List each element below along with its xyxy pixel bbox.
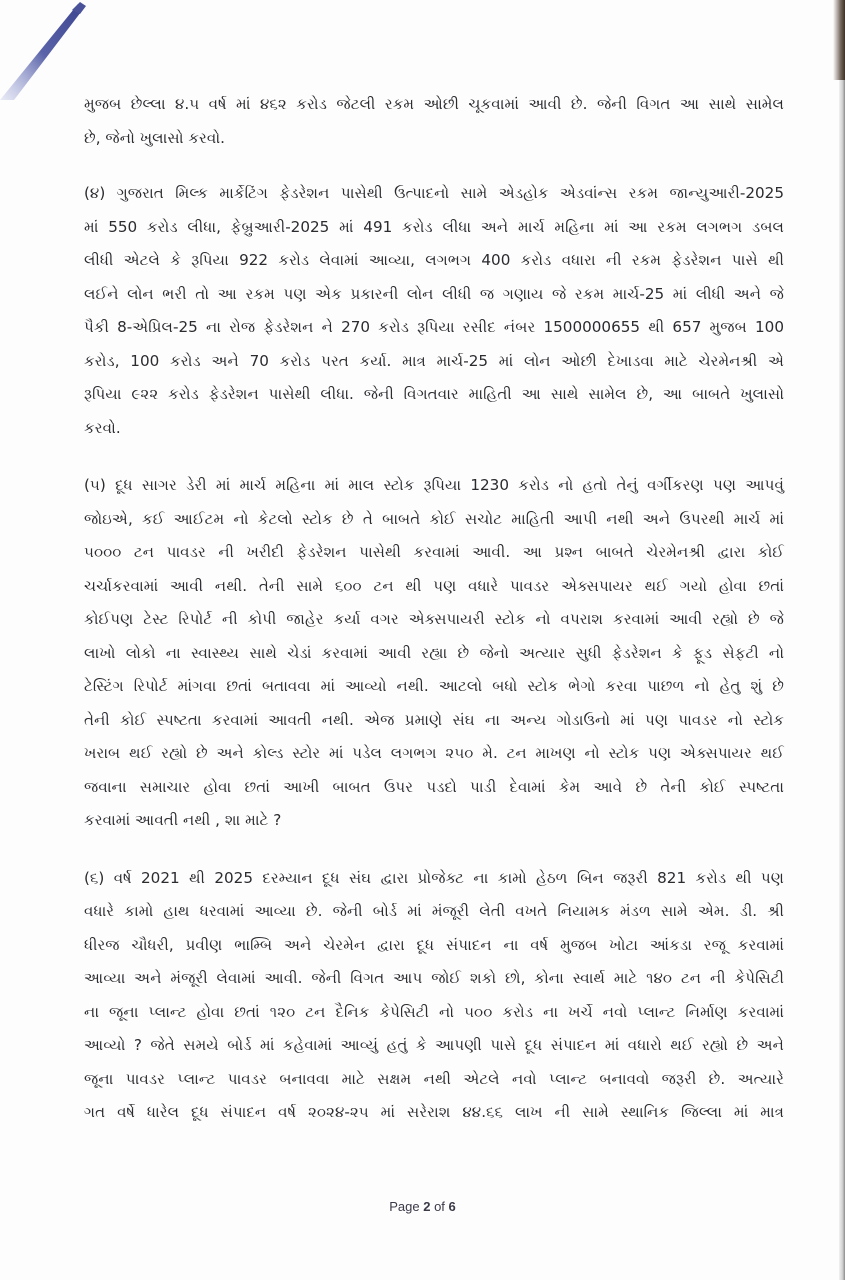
text-line: ના જૂના પ્લાન્ટ હોવા છતાં ૧૨૦ ટન દૈનિક કેપેસિટી નો ૫૦૦ કરોડ ના ખર્ચે નવો પ્લાન્ટ નિર્માણ કરવામાં <box>84 1002 784 1021</box>
page-number: 2 <box>423 1199 431 1214</box>
text-line: કરવામાં આવતી નથી , શા માટે ? <box>84 811 282 829</box>
text-line: જૂના પાવડર પ્લાન્ટ પાવડર બનાવવા માટે સક્ષમ નથી એટલે નવો પ્લાન્ટ બનાવવો જરૂરી છે. અત્યારે <box>84 1069 784 1088</box>
text-line: કરોડ, 100 કરોડ અને 70 કરોડ પરત કર્યા. માત્ર માર્ચ-25 માં લોન ઓછી દેખાડવા માટે ચેરમેનશ્રી એ <box>84 351 784 370</box>
text-line: આવ્યા અને મંજૂરી લેવામાં આવી. જેની વિગત આપ જોઈ શકો છો, કોના સ્વાર્થ માટે ૧૪૦ ટન ની કેપેસિટી <box>84 969 784 987</box>
text-line: જવાના સમાચાર હોવા છતાં આખી બાબત ઉપર પડદો પાડી દેવામાં કેમ આવે છે તેની કોઈ સ્પષ્ટતા <box>84 777 784 796</box>
text-line: (૫) દૂધ સાગર ડેરી માં માર્ચ મહિના માં માલ સ્ટોક રૂપિયા 1230 કરોડ નો હતો તેનું વર્ગીકરણ પણ આપવું <box>84 476 784 494</box>
text-line: મુજબ છેલ્લા ૪.૫ વર્ષ માં ૪૬૨ કરોડ જેટલી રકમ ઓછી ચૂકવામાં આવી છે. જેની વિગત આ સાથે સામેલ <box>84 95 784 113</box>
text-line: ટેસ્ટિંગ રિપોર્ટ માંગવા છતાં બતાવવા માં આવ્યો નથી. આટલો બધો સ્ટોક ભેગો કરવા પાછળ નો હેતુ શું છે <box>84 677 784 695</box>
text-line: ગત વર્ષે ધારેલ દૂધ સંપાદન વર્ષ ૨૦૨૪-૨૫ માં સરેરાશ ૪૪.૬૬ લાખ ની સામે સ્થાનિક જિલ્લા માં માત્ર <box>84 1103 784 1121</box>
text-line: માં 550 કરોડ લીધા, ફેબ્રુઆરી-2025 માં 491 કરોડ લીધા અને માર્ચ મહિના માં આ રકમ લગભગ ડબલ <box>84 217 784 236</box>
text-line: જોઇએ, કઈ આઈટમ નો કેટલો સ્ટોક છે તે બાબતે કોઈ સચોટ માહિતી આપી નથી અને ઉપરથી માર્ચ માં <box>84 509 784 528</box>
paragraph-point-6 <box>84 862 784 1130</box>
document-body <box>84 88 784 1158</box>
page-edge-shadow <box>839 0 845 1280</box>
text-line: કોઈપણ ટેસ્ટ રિપોર્ટ ની કોપી જાહેર કર્યા વગર એક્સપાયરી સ્ટોક નો વપરાશ કરવામાં આવી રહ્યો છે જે <box>84 610 784 628</box>
page-label: Page <box>389 1199 420 1214</box>
text-line: લાખો લોકો ના સ્વાસ્થ્ય સાથે ચેડાં કરવામાં આવી રહ્યા છે જેનો અત્યાર સુધી ફેડરેશન કે ફૂડ સેફટી નો <box>84 643 784 662</box>
text-line: ધીરજ ચૌધરી, પ્રવીણ ભામ્બિ અને ચેરમેન દ્વારા દૂધ સંપાદન ના વર્ષ મુજબ ખોટા આંકડા રજૂ કરવામાં <box>84 935 784 954</box>
text-line: પૈકી 8-એપ્રિલ-25 ના રોજ ફેડરેશન ને 270 કરોડ રૂપિયા રસીદ નંબર 1500000655 થી 657 મુજબ 100 <box>84 318 784 336</box>
paragraph-continuation <box>84 88 784 155</box>
text-line: ૫૦૦૦ ટન પાવડર ની ખરીદી ફેડરેશન પાસેથી કરવામાં આવી. આ પ્રશ્ન બાબતે ચેરમેનશ્રી દ્વારા કોઈ <box>84 543 784 561</box>
page-corner-shadow <box>833 0 845 80</box>
page-total: 6 <box>448 1199 456 1214</box>
text-line: છે, જેનો ખુલાસો કરવો. <box>84 128 225 147</box>
text-line: (૪) ગુજરાત મિલ્ક માર્કેટિંગ ફેડરેશન પાસેથી ઉત્પાદનો સામે એડહોક એડવાંન્સ રકમ જાન્યુઆરી-2025 <box>84 184 784 202</box>
text-line: (૬) વર્ષ 2021 થી 2025 દરમ્યાન દૂધ સંઘ દ્વારા પ્રોજેક્ટ ના કામો હેઠળ બિન જરૂરી 821 કરોડ થી પણ <box>84 868 784 887</box>
pen-icon <box>0 0 100 100</box>
text-line: વધારે કામો હાથ ધરવામાં આવ્યા છે. જેની બોર્ડ માં મંજૂરી લેતી વખતે નિયામક મંડળ સામે એમ. ડી. શ્રી <box>84 902 784 920</box>
text-line: ખરાબ થઈ રહ્યો છે અને કોલ્ડ સ્ટોર માં પડેલ લગભગ ૨૫૦ મે. ટન માખણ નો સ્ટોક પણ એક્સપાયર થઈ <box>84 744 784 762</box>
text-line: લઈને લોન ભરી તો આ રકમ પણ એક પ્રકારની લોન લીધી જ ગણાય જે રકમ માર્ચ-25 માં લીધી અને જે <box>84 284 784 303</box>
page-footer <box>0 1199 845 1214</box>
text-line: લીધી એટલે કે રૂપિયા 922 કરોડ લેવામાં આવ્યા, લગભગ 400 કરોડ વધારા ની રકમ ફેડરેશન પાસે થી <box>84 251 784 269</box>
text-line: આવ્યો ? જેતે સમયે બોર્ડ માં કહેવામાં આવ્યું હતું કે આપણી પાસે દૂધ સંપાદન માં વધારો થઈ રહ્યો છે અને <box>84 1036 784 1054</box>
paragraph-point-5 <box>84 469 784 838</box>
of-label: of <box>434 1199 445 1214</box>
text-line: તેની કોઈ સ્પષ્ટતા કરવામાં આવતી નથી. એજ પ્રમાણે સંઘ ના અન્ય ગોડાઉનો માં પણ પાવડર નો સ્ટોક <box>84 710 784 729</box>
text-line: ચર્ચાકરવામાં આવી નથી. તેની સામે ૬૦૦ ટન થી પણ વધારે પાવડર એક્સપાયર થઈ ગયો હોવા છતાં <box>84 576 784 595</box>
text-line: કરવો. <box>84 418 121 437</box>
paragraph-point-4 <box>84 177 784 445</box>
text-line: રૂપિયા ૯૨૨ કરોડ ફેડરેશન પાસેથી લીધા. જેની વિગતવાર માહિતી આ સાથે સામેલ છે, આ બાબતે ખુલાસો <box>84 385 784 403</box>
